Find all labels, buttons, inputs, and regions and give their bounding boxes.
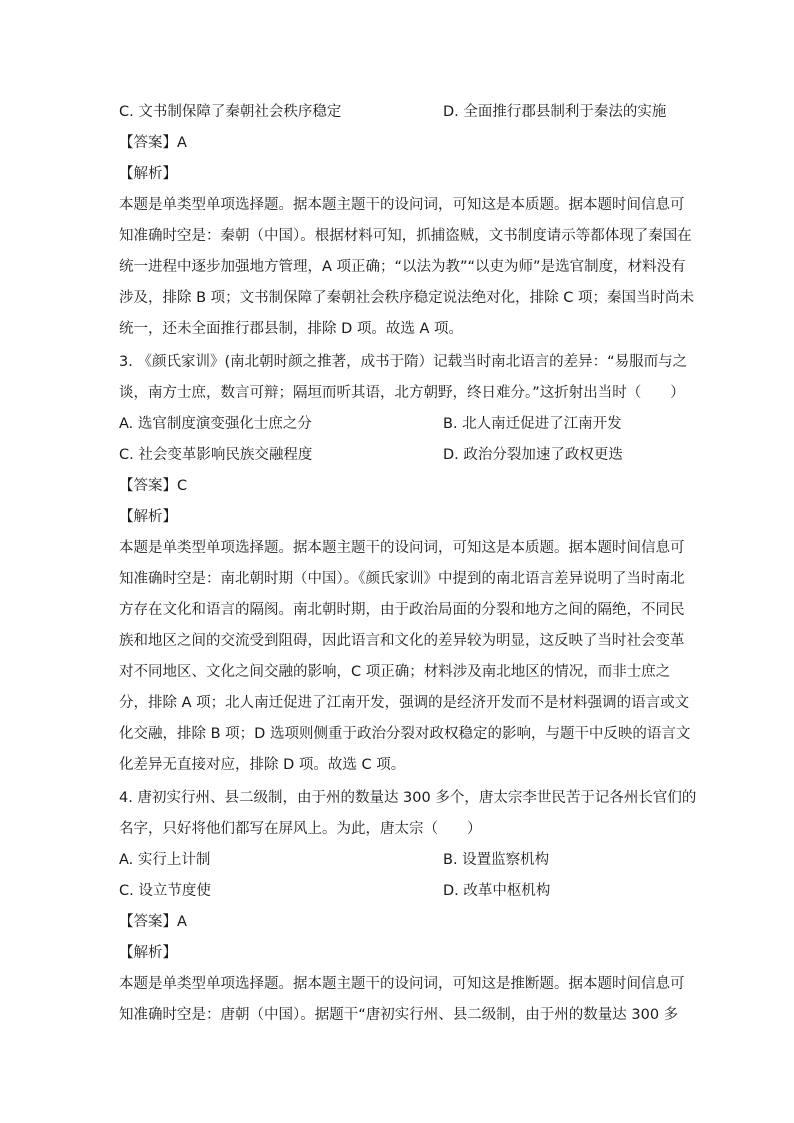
q3-analysis-line: 本题是单类型单项选择题。据本题主题干的设问词，可知这是本质题。据本题时间信息可 <box>119 540 685 556</box>
q4-analysis-line: 知准确时空是：唐朝（中国）。据题干“唐初实行州、县二级制，由于州的数量达 300 多 <box>119 1007 679 1023</box>
q3-analysis-line: 知准确时空是：南北朝时期（中国）。《颜氏家训》中提到的南北语言差异说明了当时南北 <box>119 571 685 587</box>
q3-stem-line: 谈，南方士庶，数言可辩；隔垣而听其语，北方朝野，终日难分。”这折射出当时（ ） <box>119 385 685 401</box>
q2-option-d: D. 全面推行郡县制利于秦法的实施 <box>443 104 667 120</box>
q2-option-c: C. 文书制保障了秦朝社会秩序稳定 <box>119 104 342 120</box>
q3-stem-line: 3. 《颜氏家训》(南北朝时颜之推著，成书于隋）记载当时南北语言的差异：“易服而与之 <box>119 354 688 370</box>
q4-option-d: D. 改革中枢机构 <box>443 883 551 899</box>
q2-analysis-label: 【解析】 <box>119 166 177 182</box>
q3-analysis-line: 对不同地区、文化之间交融的影响，C 项正确；材料涉及南北地区的情况，而非士庶之 <box>119 664 671 680</box>
q2-analysis-line: 涉及，排除 B 项；文书制保障了秦朝社会秩序稳定说法绝对化，排除 C 项；秦国当时尚未 <box>119 290 695 306</box>
q4-option-b: B. 设置监察机构 <box>443 852 550 868</box>
q3-analysis-line: 化交融，排除 B 项；D 选项则侧重于政治分裂对政权稳定的影响，与题干中反映的语言文 <box>119 726 691 742</box>
q2-analysis-line: 统一，还未全面推行郡县制，排除 D 项。故选 A 项。 <box>119 321 464 337</box>
q3-analysis-line: 族和地区之间的交流受到阻碍，因此语言和文化的差异较为明显，这反映了当时社会变革 <box>119 633 685 649</box>
q2-analysis-line: 本题是单类型单项选择题。据本题主题干的设问词，可知这是本质题。据本题时间信息可 <box>119 197 685 213</box>
q3-option-c: C. 社会变革影响民族交融程度 <box>119 447 313 463</box>
q4-answer: 【答案】A <box>119 914 187 930</box>
q4-stem-line: 名字，只好将他们都写在屏风上。为此，唐太宗（ ） <box>119 821 482 837</box>
q3-analysis-line: 化差异无直接对应，排除 D 项。故选 C 项。 <box>119 757 406 773</box>
q3-answer: 【答案】C <box>119 478 188 494</box>
q2-answer: 【答案】A <box>119 135 187 151</box>
q3-option-a: A. 选官制度演变强化士庶之分 <box>119 416 312 432</box>
q3-analysis-label: 【解析】 <box>119 509 177 525</box>
q3-option-d: D. 政治分裂加速了政权更迭 <box>443 447 623 463</box>
q3-option-b: B. 北人南迁促进了江南开发 <box>443 416 622 432</box>
q4-option-c: C. 设立节度使 <box>119 883 211 899</box>
q4-stem-line: 4. 唐初实行州、县二级制，由于州的数量达 300 多个，唐太宗李世民苦于记各州长官们的 <box>119 790 697 806</box>
q4-option-a: A. 实行上计制 <box>119 852 211 868</box>
q3-analysis-line: 方存在文化和语言的隔阂。南北朝时期，由于政治局面的分裂和地方之间的隔绝，不同民 <box>119 602 685 618</box>
q2-analysis-line: 统一进程中逐步加强地方管理，A 项正确；“以法为教”“以吏为师”是选官制度，材料没有 <box>119 259 686 275</box>
q4-analysis-label: 【解析】 <box>119 945 177 961</box>
q4-analysis-line: 本题是单类型单项选择题。据本题主题干的设问词，可知这是推断题。据本题时间信息可 <box>119 976 685 992</box>
q2-analysis-line: 知准确时空是：秦朝（中国）。根据材料可知，抓捕盗贼，文书制度请示等都体现了秦国在 <box>119 228 692 244</box>
q3-analysis-line: 分，排除 A 项；北人南迁促进了江南开发，强调的是经济开发而不是材料强调的语言或文 <box>119 695 690 711</box>
